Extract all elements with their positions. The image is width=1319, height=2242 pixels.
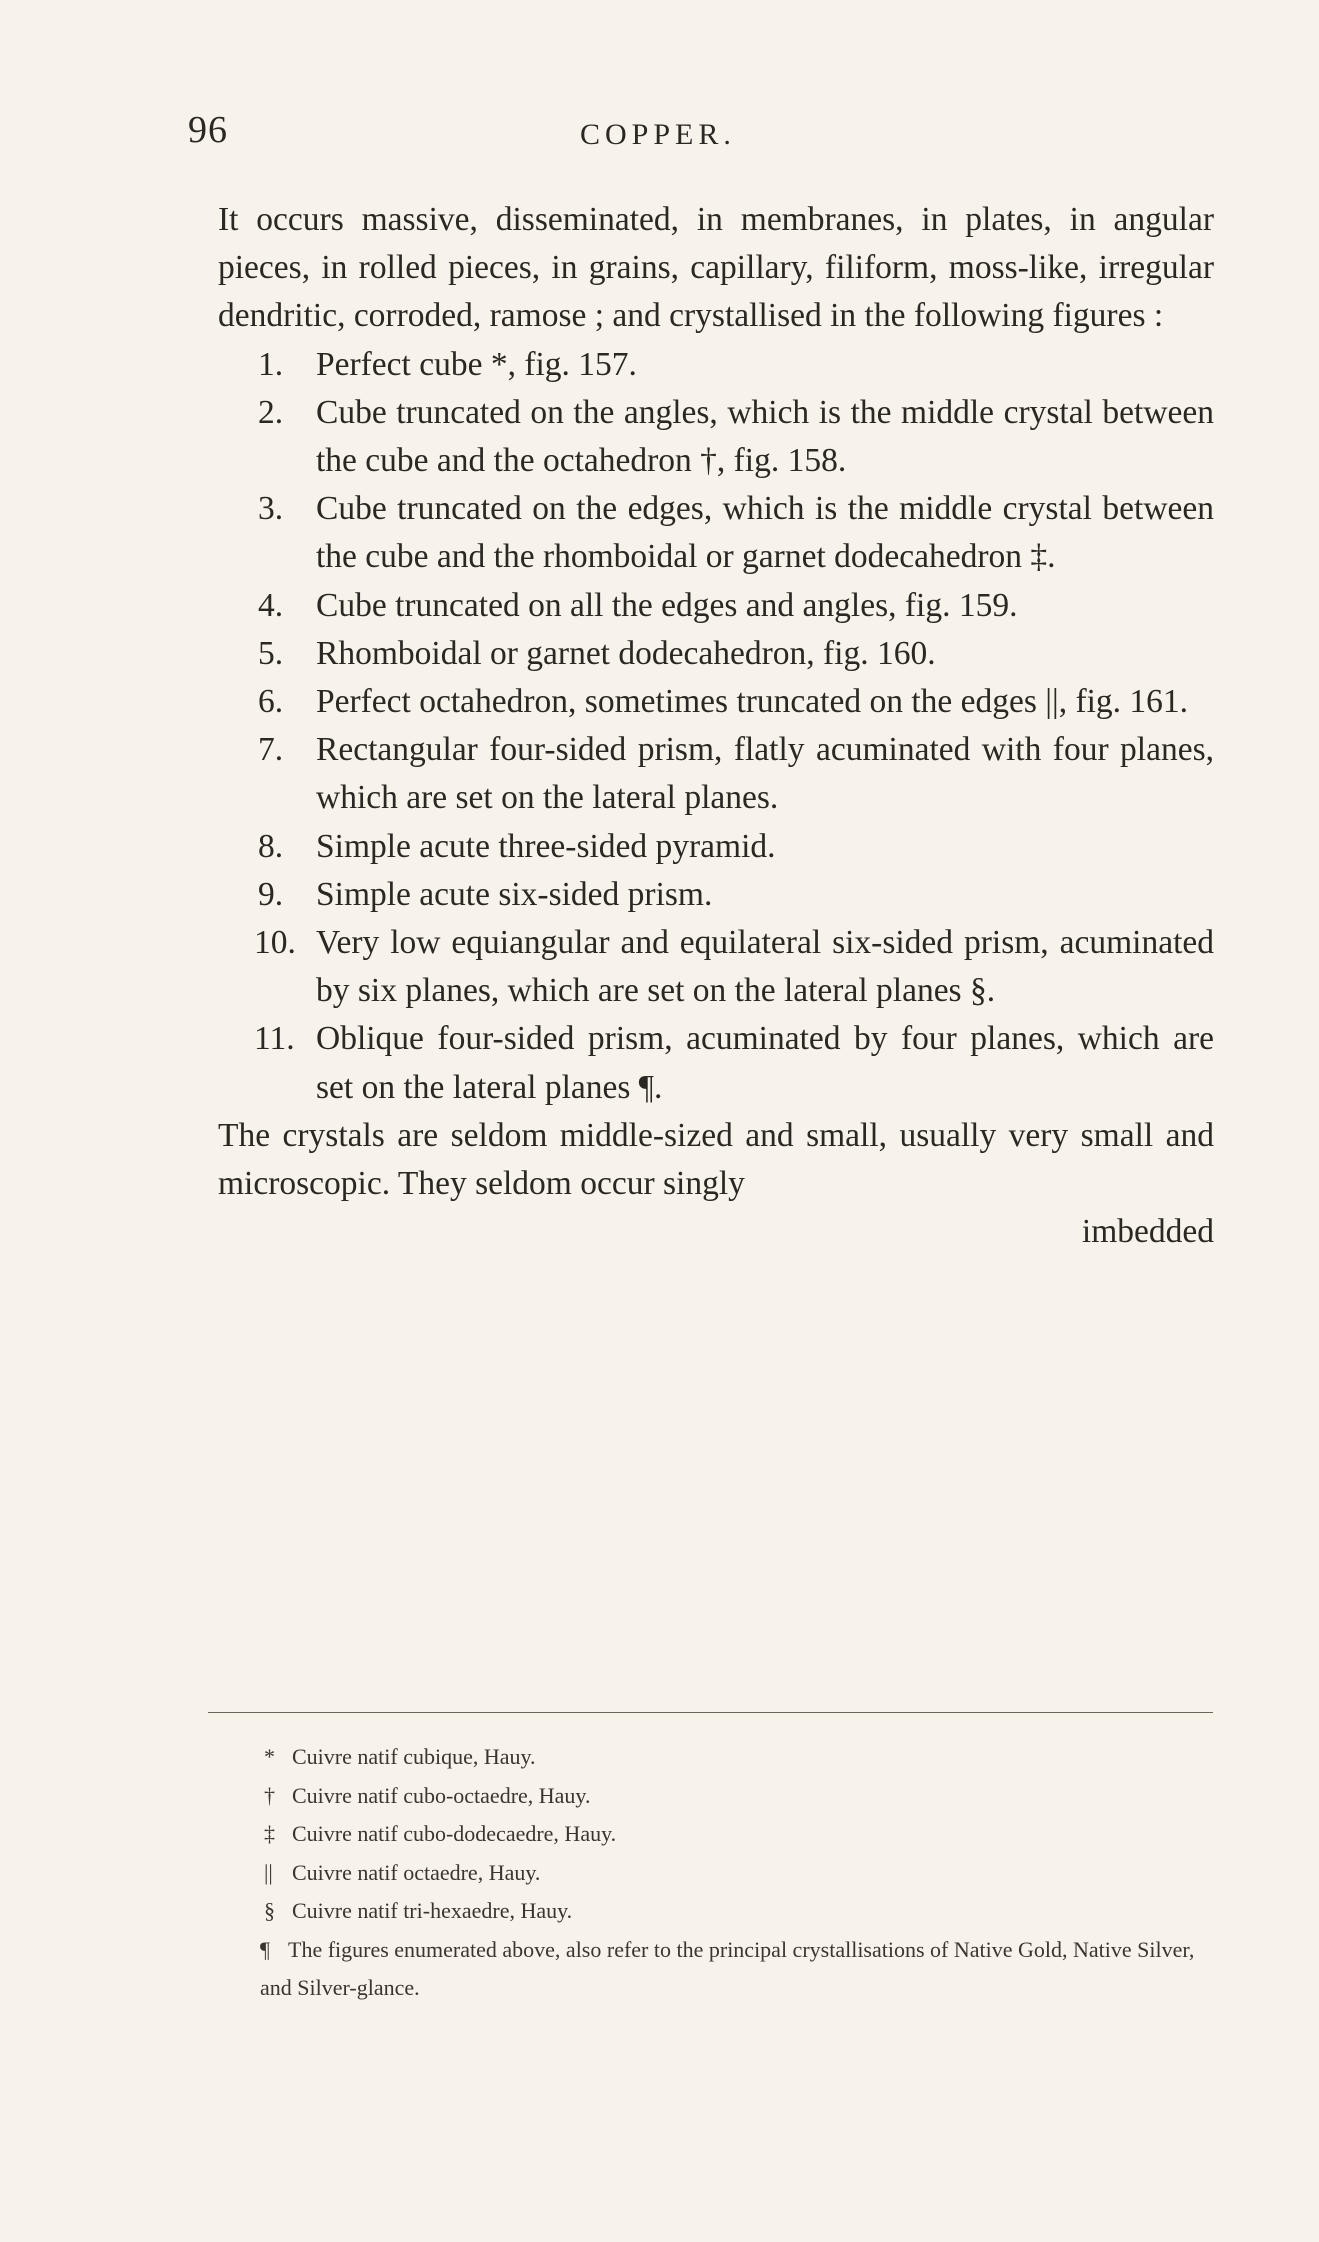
footnote-text: Cuivre natif cubo-dodecaedre, Hauy. [292,1821,617,1846]
item-text: Perfect cube *, fig. 157. [316,345,637,383]
item-number: 6. [258,683,284,721]
item-number: 8. [258,827,284,865]
item-number: 1. [258,345,284,383]
closing-paragraph: The crystals are seldom middle-sized and small, usually very small and microscopic. They seldom occur singly [218,1116,1214,1203]
footnote-mark: * [264,1744,275,1769]
list-item [218,341,1214,389]
footnote-text: Cuivre natif tri-hexaedre, Hauy. [292,1898,573,1923]
crystal-forms-list [218,341,1214,1112]
item-text: Perfect octahedron, sometimes truncated on the edges ||, fig. 161. [316,683,1189,721]
item-number: 7. [258,731,284,769]
item-text: Rectangular four-sided prism, flatly acuminated with four planes, which are set on the lateral planes. [316,731,1214,817]
footnote [218,1738,1214,1777]
item-number: 4. [258,586,284,624]
item-text: Oblique four-sided prism, acuminated by four planes, which are set on the lateral planes ¶. [316,1020,1214,1106]
item-number: 5. [258,634,284,672]
footnote-text: Cuivre natif octaedre, Hauy. [292,1859,541,1885]
footnotes [218,1738,1214,2008]
footnote-text: Cuivre natif cubo-octaedre, Hauy. [292,1782,591,1808]
list-item [218,871,1214,919]
item-text: Cube truncated on the angles, which is the middle crystal between the cube and the octahedron †, fig. 158. [316,393,1214,480]
list-item [218,485,1214,581]
item-text: Simple acute six-sided prism. [316,875,713,913]
item-text: Simple acute three-sided pyramid. [316,827,776,865]
page-number: 96 [188,109,228,151]
footnote-mark: ‡ [264,1821,275,1846]
list-item [218,582,1214,630]
footnote [218,1777,1214,1816]
footnote [218,1854,1214,1893]
footnote-mark: † [264,1782,275,1808]
list-item [218,678,1214,726]
footnote-mark: || [264,1859,273,1885]
catchword: imbedded [1081,1213,1214,1251]
footnote [218,1815,1214,1854]
item-text: Cube truncated on all the edges and angles, fig. 159. [316,586,1018,624]
item-text: Very low equiangular and equilateral six-sided prism, acuminated by six planes, which are set on the lateral planes §. [316,924,1214,1010]
list-item [218,630,1214,678]
footnote-rule [208,1712,1213,1713]
footnote [218,1892,1214,1931]
item-text: Rhomboidal or garnet dodecahedron, fig. 160. [316,634,936,672]
footnote-mark: § [264,1898,275,1923]
item-number: 2. [258,393,284,431]
list-item [218,726,1214,822]
item-number: 9. [258,875,284,913]
item-text: Cube truncated on the edges, which is the middle crystal between the cube and the rhomboidal or garnet dodecahedron ‡. [316,490,1214,576]
intro-paragraph: It occurs massive, disseminated, in membranes, in plates, in angular pieces, in rolled pieces, in grains, capillary, filiform, moss-like, irregular dendritic, corroded, ramose ; and crystallised in the following figures : [218,201,1214,335]
footnote-text: The figures enumerated above, also refer to the principal crystallisations of Native Gold, Native Silver, and Silver-glance. [260,1936,1195,2000]
item-number: 3. [258,490,284,528]
footnote [218,1931,1214,2008]
running-head: COPPER. [580,118,736,151]
list-item [218,823,1214,871]
item-number: 11. [254,1020,295,1058]
list-item [218,919,1214,1015]
item-number: 10. [254,924,296,962]
footnote-text: Cuivre natif cubique, Hauy. [292,1744,536,1769]
footnote-mark: ¶ [260,1936,270,1962]
body-text [218,196,1214,1256]
list-item [218,1015,1214,1111]
list-item [218,389,1214,485]
